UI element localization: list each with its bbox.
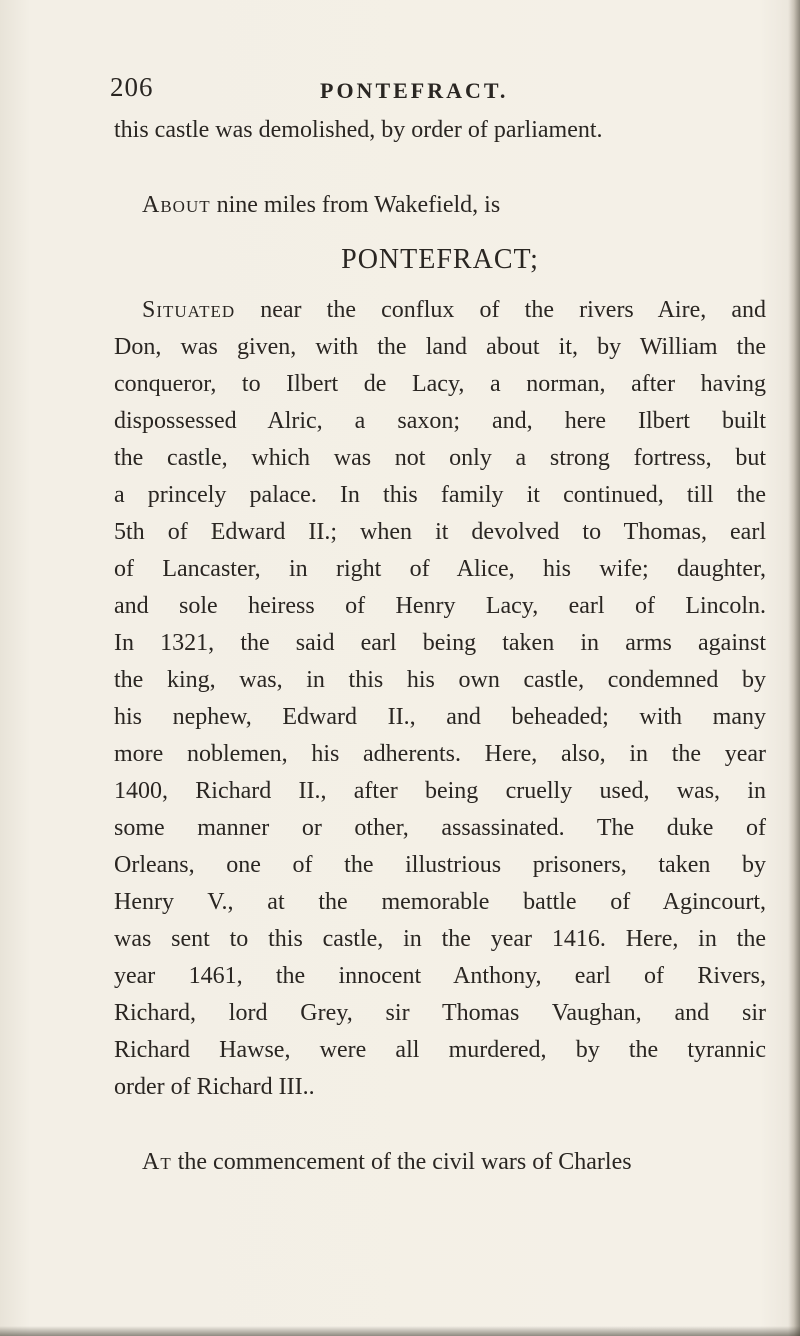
at-paragraph	[114, 1144, 766, 1181]
paragraph-line: dispossessed Alric, a saxon; and, here Ilbert built	[114, 408, 766, 434]
about-rest: nine miles from Wakefield, is	[210, 192, 501, 218]
page-gutter-shadow	[788, 0, 800, 1336]
running-head-title: PONTEFRACT.	[320, 78, 509, 103]
paragraph-line: of Lancaster, in right of Alice, his wife; daughter,	[114, 556, 766, 582]
situated-continuation	[114, 329, 766, 1106]
opening-line: this castle was demolished, by order of parliament.	[114, 117, 603, 143]
paragraph-line: Situated near the conflux of the rivers Aire, and	[142, 297, 766, 323]
paragraph-last-line: order of Richard III..	[114, 1074, 315, 1100]
paragraph-line: some manner or other, assassinated. The duke of	[114, 815, 766, 841]
paragraph-line: the castle, which was not only a strong fortress, but	[114, 445, 766, 471]
paragraph-line: Richard, lord Grey, sir Thomas Vaughan, and sir	[114, 1000, 766, 1026]
paragraph-line: conqueror, to Ilbert de Lacy, a norman, after having	[114, 371, 766, 397]
situated-lead: Situated	[142, 297, 236, 323]
running-head	[110, 72, 750, 112]
at-lead: At	[142, 1149, 172, 1175]
paragraph-line: 1400, Richard II., after being cruelly used, was, in	[114, 778, 766, 804]
paragraph-line: his nephew, Edward II., and beheaded; with many	[114, 704, 766, 730]
page-number: 206	[110, 72, 154, 102]
at-rest: the commencement of the civil wars of Charles	[171, 1149, 632, 1175]
paragraph-line: a princely palace. In this family it continued, till the	[114, 482, 766, 508]
about-paragraph	[114, 187, 766, 224]
paragraph-line: In 1321, the said earl being taken in arms against	[114, 630, 766, 656]
situated-paragraph	[114, 292, 766, 329]
paragraph-line: Henry V., at the memorable battle of Agincourt,	[114, 889, 766, 915]
paragraph-line: the king, was, in this his own castle, condemned by	[114, 667, 766, 693]
page-bottom-edge	[0, 1326, 800, 1336]
paragraph-line: Richard Hawse, were all murdered, by the tyrannic	[114, 1037, 766, 1063]
section-heading: PONTEFRACT;	[341, 244, 539, 275]
paragraph-line: and sole heiress of Henry Lacy, earl of Lincoln.	[114, 593, 766, 619]
about-lead: About	[142, 192, 211, 218]
page-text	[114, 112, 766, 1181]
paragraph-line: more noblemen, his adherents. Here, also, in the year	[114, 741, 766, 767]
paragraph-line: was sent to this castle, in the year 1416. Here, in the	[114, 926, 766, 952]
paragraph-line: Orleans, one of the illustrious prisoners, taken by	[114, 852, 766, 878]
paragraph-line: year 1461, the innocent Anthony, earl of Rivers,	[114, 963, 766, 989]
paragraph-line: Don, was given, with the land about it, by William the	[114, 334, 766, 360]
paragraph-line: 5th of Edward II.; when it devolved to Thomas, earl	[114, 519, 766, 545]
